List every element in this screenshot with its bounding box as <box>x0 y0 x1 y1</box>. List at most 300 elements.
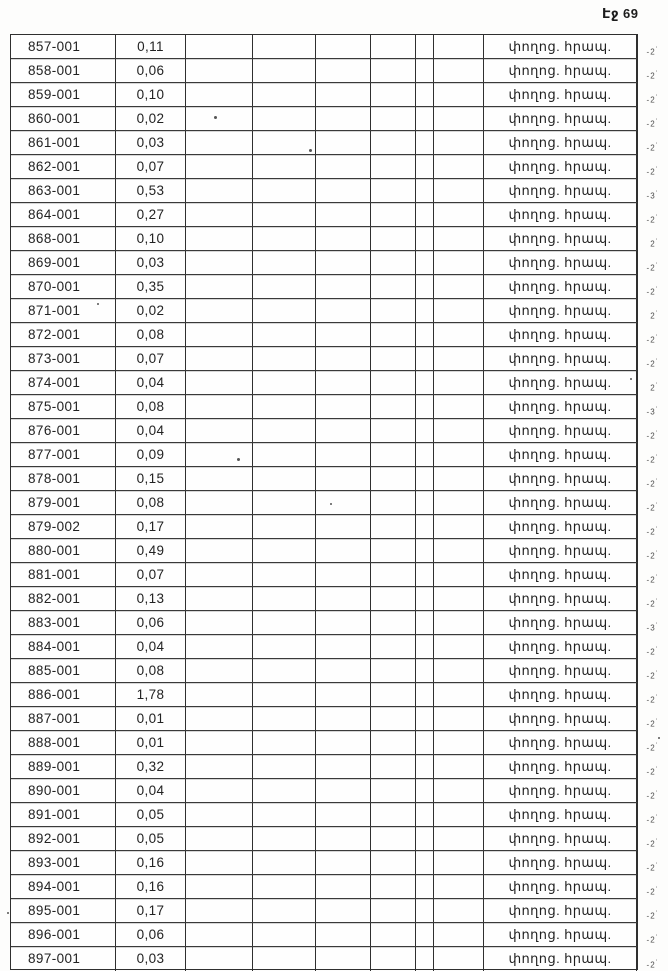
empty-cell-3 <box>316 779 371 802</box>
table-row <box>11 851 656 875</box>
empty-cell-6 <box>434 563 484 586</box>
empty-cell-1 <box>186 251 253 274</box>
empty-cell-5 <box>416 299 434 322</box>
empty-cell-5 <box>416 707 434 730</box>
empty-cell-1 <box>186 83 253 106</box>
table-row <box>11 779 656 803</box>
empty-cell-2 <box>253 155 316 178</box>
parcel-code-cell: 885-001 <box>11 659 116 682</box>
empty-cell-2 <box>253 35 316 58</box>
table-row <box>11 323 656 347</box>
street-label-cell: փողոց. հրապ. <box>484 83 637 106</box>
empty-cell-3 <box>316 347 371 370</box>
table-row <box>11 371 656 395</box>
page-edge-mark: -3 ’ <box>647 191 658 201</box>
area-value-cell: 0,08 <box>116 395 186 418</box>
empty-cell-1 <box>186 827 253 850</box>
empty-cell-3 <box>316 131 371 154</box>
parcel-code-cell: 891-001 <box>11 803 116 826</box>
empty-cell-1 <box>186 347 253 370</box>
area-value-cell: 0,35 <box>116 275 186 298</box>
empty-cell-6 <box>434 83 484 106</box>
empty-cell-6 <box>434 515 484 538</box>
table-row <box>11 587 656 611</box>
empty-cell-3 <box>316 611 371 634</box>
empty-cell-2 <box>253 755 316 778</box>
street-label-cell: փողոց. հրապ. <box>484 275 637 298</box>
parcel-code-cell: 864-001 <box>11 203 116 226</box>
empty-cell-3 <box>316 827 371 850</box>
table-row <box>11 635 656 659</box>
area-value-cell: 0,06 <box>116 611 186 634</box>
table-row <box>11 395 656 419</box>
page-edge-mark: -2 ’ <box>647 143 658 153</box>
parcel-code-cell: 874-001 <box>11 371 116 394</box>
empty-cell-1 <box>186 539 253 562</box>
parcel-code-cell: 896-001 <box>11 923 116 946</box>
area-value-cell: 0,17 <box>116 515 186 538</box>
empty-cell-6 <box>434 227 484 250</box>
empty-cell-5 <box>416 155 434 178</box>
empty-cell-2 <box>253 251 316 274</box>
street-label-cell: փողոց. հրապ. <box>484 515 637 538</box>
empty-cell-5 <box>416 755 434 778</box>
empty-cell-4 <box>371 443 416 466</box>
empty-cell-5 <box>416 587 434 610</box>
empty-cell-2 <box>253 587 316 610</box>
parcel-code-cell: 877-001 <box>11 443 116 466</box>
table-row <box>11 947 656 971</box>
empty-cell-1 <box>186 755 253 778</box>
area-value-cell: 0,03 <box>116 947 186 971</box>
area-value-cell: 0,04 <box>116 635 186 658</box>
table-row <box>11 611 656 635</box>
empty-cell-5 <box>416 635 434 658</box>
empty-cell-6 <box>434 323 484 346</box>
table-row <box>11 59 656 83</box>
parcel-table <box>10 34 656 970</box>
empty-cell-1 <box>186 371 253 394</box>
empty-cell-3 <box>316 635 371 658</box>
street-label-cell: փողոց. հրապ. <box>484 371 637 394</box>
empty-cell-5 <box>416 539 434 562</box>
street-label-cell: փողոց. հրապ. <box>484 251 637 274</box>
table-rows <box>11 35 656 971</box>
empty-cell-5 <box>416 947 434 971</box>
street-label-cell: փողոց. հրապ. <box>484 323 637 346</box>
parcel-code-cell: 897-001 <box>11 947 116 971</box>
table-row <box>11 347 656 371</box>
empty-cell-1 <box>186 923 253 946</box>
empty-cell-2 <box>253 563 316 586</box>
empty-cell-2 <box>253 779 316 802</box>
area-value-cell: 0,09 <box>116 443 186 466</box>
empty-cell-1 <box>186 587 253 610</box>
empty-cell-4 <box>371 539 416 562</box>
scan-speck <box>7 912 9 914</box>
parcel-code-cell: 859-001 <box>11 83 116 106</box>
empty-cell-4 <box>371 611 416 634</box>
parcel-code-cell: 883-001 <box>11 611 116 634</box>
parcel-code-cell: 886-001 <box>11 683 116 706</box>
street-label-cell: փողոց. հրապ. <box>484 107 637 130</box>
page-edge-mark: -2 ’ <box>647 479 658 489</box>
page-edge-mark: -2 ’ <box>647 455 658 465</box>
empty-cell-1 <box>186 467 253 490</box>
empty-cell-3 <box>316 275 371 298</box>
empty-cell-3 <box>316 659 371 682</box>
parcel-code-cell: 861-001 <box>11 131 116 154</box>
empty-cell-5 <box>416 251 434 274</box>
empty-cell-2 <box>253 203 316 226</box>
table-row <box>11 443 656 467</box>
empty-cell-1 <box>186 275 253 298</box>
empty-cell-6 <box>434 179 484 202</box>
empty-cell-5 <box>416 827 434 850</box>
empty-cell-6 <box>434 875 484 898</box>
empty-cell-1 <box>186 515 253 538</box>
empty-cell-4 <box>371 227 416 250</box>
empty-cell-3 <box>316 803 371 826</box>
page-edge-mark: -2 ’ <box>647 815 658 825</box>
empty-cell-6 <box>434 131 484 154</box>
parcel-code-cell: 879-002 <box>11 515 116 538</box>
scan-speck <box>630 378 632 380</box>
empty-cell-3 <box>316 179 371 202</box>
page-edge-mark: -2 ’ <box>647 647 658 657</box>
empty-cell-6 <box>434 683 484 706</box>
empty-cell-2 <box>253 347 316 370</box>
area-value-cell: 0,07 <box>116 347 186 370</box>
parcel-code-cell: 893-001 <box>11 851 116 874</box>
empty-cell-2 <box>253 851 316 874</box>
empty-cell-3 <box>316 155 371 178</box>
empty-cell-5 <box>416 491 434 514</box>
parcel-code-cell: 881-001 <box>11 563 116 586</box>
empty-cell-3 <box>316 947 371 971</box>
empty-cell-4 <box>371 923 416 946</box>
page-edge-mark: -2 ’ <box>647 551 658 561</box>
parcel-code-cell: 884-001 <box>11 635 116 658</box>
empty-cell-6 <box>434 107 484 130</box>
table-row <box>11 203 656 227</box>
area-value-cell: 0,01 <box>116 731 186 754</box>
page-edge-mark: -2 ’ <box>647 791 658 801</box>
table-row <box>11 923 656 947</box>
empty-cell-1 <box>186 635 253 658</box>
empty-cell-3 <box>316 707 371 730</box>
parcel-code-cell: 895-001 <box>11 899 116 922</box>
empty-cell-1 <box>186 611 253 634</box>
empty-cell-1 <box>186 491 253 514</box>
street-label-cell: փողոց. հրապ. <box>484 803 637 826</box>
table-row <box>11 875 656 899</box>
area-value-cell: 0,02 <box>116 299 186 322</box>
area-value-cell: 0,05 <box>116 827 186 850</box>
area-value-cell: 0,03 <box>116 251 186 274</box>
street-label-cell: փողոց. հրապ. <box>484 779 637 802</box>
empty-cell-6 <box>434 587 484 610</box>
street-label-cell: փողոց. հրապ. <box>484 875 637 898</box>
scan-speck <box>237 458 240 461</box>
empty-cell-4 <box>371 707 416 730</box>
empty-cell-4 <box>371 659 416 682</box>
empty-cell-5 <box>416 611 434 634</box>
parcel-code-cell: 878-001 <box>11 467 116 490</box>
empty-cell-6 <box>434 779 484 802</box>
empty-cell-2 <box>253 59 316 82</box>
empty-cell-1 <box>186 443 253 466</box>
street-label-cell: փողոց. հրապ. <box>484 395 637 418</box>
empty-cell-6 <box>434 899 484 922</box>
empty-cell-1 <box>186 875 253 898</box>
empty-cell-4 <box>371 683 416 706</box>
empty-cell-2 <box>253 827 316 850</box>
page-edge-mark: -2 ’ <box>647 287 658 297</box>
table-row <box>11 227 656 251</box>
empty-cell-2 <box>253 611 316 634</box>
street-label-cell: փողոց. հրապ. <box>484 563 637 586</box>
empty-cell-5 <box>416 899 434 922</box>
empty-cell-3 <box>316 443 371 466</box>
empty-cell-4 <box>371 587 416 610</box>
area-value-cell: 0,17 <box>116 899 186 922</box>
area-value-cell: 0,07 <box>116 155 186 178</box>
empty-cell-2 <box>253 227 316 250</box>
page-edge-mark: -2 ’ <box>647 863 658 873</box>
area-value-cell: 0,27 <box>116 203 186 226</box>
table-row <box>11 491 656 515</box>
empty-cell-6 <box>434 539 484 562</box>
empty-cell-4 <box>371 851 416 874</box>
empty-cell-1 <box>186 155 253 178</box>
street-label-cell: փողոց. հրապ. <box>484 419 637 442</box>
street-label-cell: փողոց. հրապ. <box>484 899 637 922</box>
empty-cell-5 <box>416 371 434 394</box>
parcel-code-cell: 889-001 <box>11 755 116 778</box>
page-edge-mark: -2 ’ <box>647 960 658 970</box>
page-edge-mark: -2 ’ <box>647 599 658 609</box>
empty-cell-4 <box>371 299 416 322</box>
empty-cell-5 <box>416 731 434 754</box>
empty-cell-6 <box>434 947 484 971</box>
empty-cell-4 <box>371 467 416 490</box>
empty-cell-3 <box>316 851 371 874</box>
empty-cell-1 <box>186 131 253 154</box>
empty-cell-3 <box>316 419 371 442</box>
parcel-code-cell: 860-001 <box>11 107 116 130</box>
empty-cell-5 <box>416 851 434 874</box>
page-edge-mark: -2 ’ <box>647 335 658 345</box>
empty-cell-6 <box>434 275 484 298</box>
parcel-code-cell: 880-001 <box>11 539 116 562</box>
empty-cell-6 <box>434 299 484 322</box>
parcel-code-cell: 879-001 <box>11 491 116 514</box>
empty-cell-2 <box>253 107 316 130</box>
empty-cell-3 <box>316 539 371 562</box>
table-row <box>11 707 656 731</box>
empty-cell-4 <box>371 59 416 82</box>
empty-cell-2 <box>253 875 316 898</box>
empty-cell-3 <box>316 755 371 778</box>
empty-cell-3 <box>316 371 371 394</box>
empty-cell-4 <box>371 35 416 58</box>
scan-speck <box>214 116 217 119</box>
table-row <box>11 179 656 203</box>
area-value-cell: 0,04 <box>116 779 186 802</box>
empty-cell-3 <box>316 395 371 418</box>
page-edge-mark: -2 ’ <box>647 95 658 105</box>
empty-cell-3 <box>316 203 371 226</box>
area-value-cell: 0,06 <box>116 923 186 946</box>
empty-cell-5 <box>416 347 434 370</box>
empty-cell-3 <box>316 875 371 898</box>
parcel-code-cell: 890-001 <box>11 779 116 802</box>
street-label-cell: փողոց. հրապ. <box>484 587 637 610</box>
page-edge-mark: -2 ’ <box>647 71 658 81</box>
empty-cell-2 <box>253 683 316 706</box>
empty-cell-2 <box>253 803 316 826</box>
empty-cell-5 <box>416 563 434 586</box>
table-row <box>11 803 656 827</box>
table-row <box>11 275 656 299</box>
area-value-cell: 0,03 <box>116 131 186 154</box>
empty-cell-4 <box>371 947 416 971</box>
empty-cell-2 <box>253 539 316 562</box>
empty-cell-5 <box>416 659 434 682</box>
area-value-cell: 0,53 <box>116 179 186 202</box>
area-value-cell: 0,08 <box>116 323 186 346</box>
parcel-code-cell: 888-001 <box>11 731 116 754</box>
empty-cell-3 <box>316 59 371 82</box>
page-edge-mark: -2 ’ <box>647 719 658 729</box>
area-value-cell: 0,16 <box>116 851 186 874</box>
page-edge-mark: -3 ’ <box>647 407 658 417</box>
empty-cell-5 <box>416 83 434 106</box>
area-value-cell: 0,07 <box>116 563 186 586</box>
street-label-cell: փողոց. հրապ. <box>484 443 637 466</box>
empty-cell-4 <box>371 731 416 754</box>
empty-cell-1 <box>186 707 253 730</box>
area-value-cell: 0,04 <box>116 419 186 442</box>
empty-cell-3 <box>316 35 371 58</box>
street-label-cell: փողոց. հրապ. <box>484 59 637 82</box>
street-label-cell: փողոց. հրապ. <box>484 539 637 562</box>
area-value-cell: 0,10 <box>116 227 186 250</box>
parcel-code-cell: 872-001 <box>11 323 116 346</box>
empty-cell-4 <box>371 347 416 370</box>
page-edge-mark: -2 ’ <box>647 671 658 681</box>
empty-cell-6 <box>434 371 484 394</box>
page-edge-mark: -2 ’ <box>647 215 658 225</box>
empty-cell-1 <box>186 563 253 586</box>
empty-cell-4 <box>371 323 416 346</box>
empty-cell-5 <box>416 395 434 418</box>
parcel-code-cell: 857-001 <box>11 35 116 58</box>
empty-cell-5 <box>416 779 434 802</box>
area-value-cell: 0,01 <box>116 707 186 730</box>
table-row <box>11 299 656 323</box>
empty-cell-1 <box>186 299 253 322</box>
parcel-code-cell: 873-001 <box>11 347 116 370</box>
empty-cell-2 <box>253 491 316 514</box>
table-row <box>11 83 656 107</box>
table-row <box>11 659 656 683</box>
empty-cell-6 <box>434 59 484 82</box>
empty-cell-1 <box>186 203 253 226</box>
parcel-code-cell: 875-001 <box>11 395 116 418</box>
empty-cell-4 <box>371 179 416 202</box>
empty-cell-6 <box>434 347 484 370</box>
area-value-cell: 0,06 <box>116 59 186 82</box>
empty-cell-1 <box>186 731 253 754</box>
empty-cell-6 <box>434 707 484 730</box>
street-label-cell: փողոց. հրապ. <box>484 611 637 634</box>
empty-cell-5 <box>416 875 434 898</box>
empty-cell-5 <box>416 227 434 250</box>
empty-cell-5 <box>416 923 434 946</box>
empty-cell-1 <box>186 779 253 802</box>
empty-cell-4 <box>371 203 416 226</box>
table-row <box>11 683 656 707</box>
empty-cell-5 <box>416 107 434 130</box>
empty-cell-5 <box>416 179 434 202</box>
street-label-cell: փողոց. հրապ. <box>484 947 637 971</box>
empty-cell-4 <box>371 563 416 586</box>
area-value-cell: 0,10 <box>116 83 186 106</box>
empty-cell-5 <box>416 443 434 466</box>
empty-cell-2 <box>253 659 316 682</box>
empty-cell-2 <box>253 275 316 298</box>
empty-cell-3 <box>316 323 371 346</box>
empty-cell-3 <box>316 923 371 946</box>
area-value-cell: 0,16 <box>116 875 186 898</box>
area-value-cell: 0,02 <box>116 107 186 130</box>
empty-cell-2 <box>253 131 316 154</box>
empty-cell-4 <box>371 419 416 442</box>
empty-cell-6 <box>434 923 484 946</box>
empty-cell-5 <box>416 467 434 490</box>
table-row <box>11 563 656 587</box>
empty-cell-3 <box>316 563 371 586</box>
page-edge-mark: -2 ’ <box>647 575 658 585</box>
table-row <box>11 731 656 755</box>
empty-cell-1 <box>186 35 253 58</box>
empty-cell-1 <box>186 947 253 971</box>
empty-cell-6 <box>434 203 484 226</box>
empty-cell-2 <box>253 923 316 946</box>
empty-cell-3 <box>316 587 371 610</box>
empty-cell-1 <box>186 851 253 874</box>
empty-cell-5 <box>416 323 434 346</box>
empty-cell-5 <box>416 683 434 706</box>
empty-cell-6 <box>434 251 484 274</box>
street-label-cell: փողոց. հրապ. <box>484 131 637 154</box>
empty-cell-4 <box>371 395 416 418</box>
empty-cell-6 <box>434 419 484 442</box>
empty-cell-1 <box>186 227 253 250</box>
empty-cell-1 <box>186 419 253 442</box>
empty-cell-1 <box>186 659 253 682</box>
empty-cell-1 <box>186 899 253 922</box>
empty-cell-4 <box>371 107 416 130</box>
page-edge-mark: -2 ’ <box>647 359 658 369</box>
page-edge-mark: -2 ’ <box>647 911 658 921</box>
area-value-cell: 0,49 <box>116 539 186 562</box>
empty-cell-5 <box>416 803 434 826</box>
empty-cell-4 <box>371 491 416 514</box>
empty-cell-1 <box>186 107 253 130</box>
